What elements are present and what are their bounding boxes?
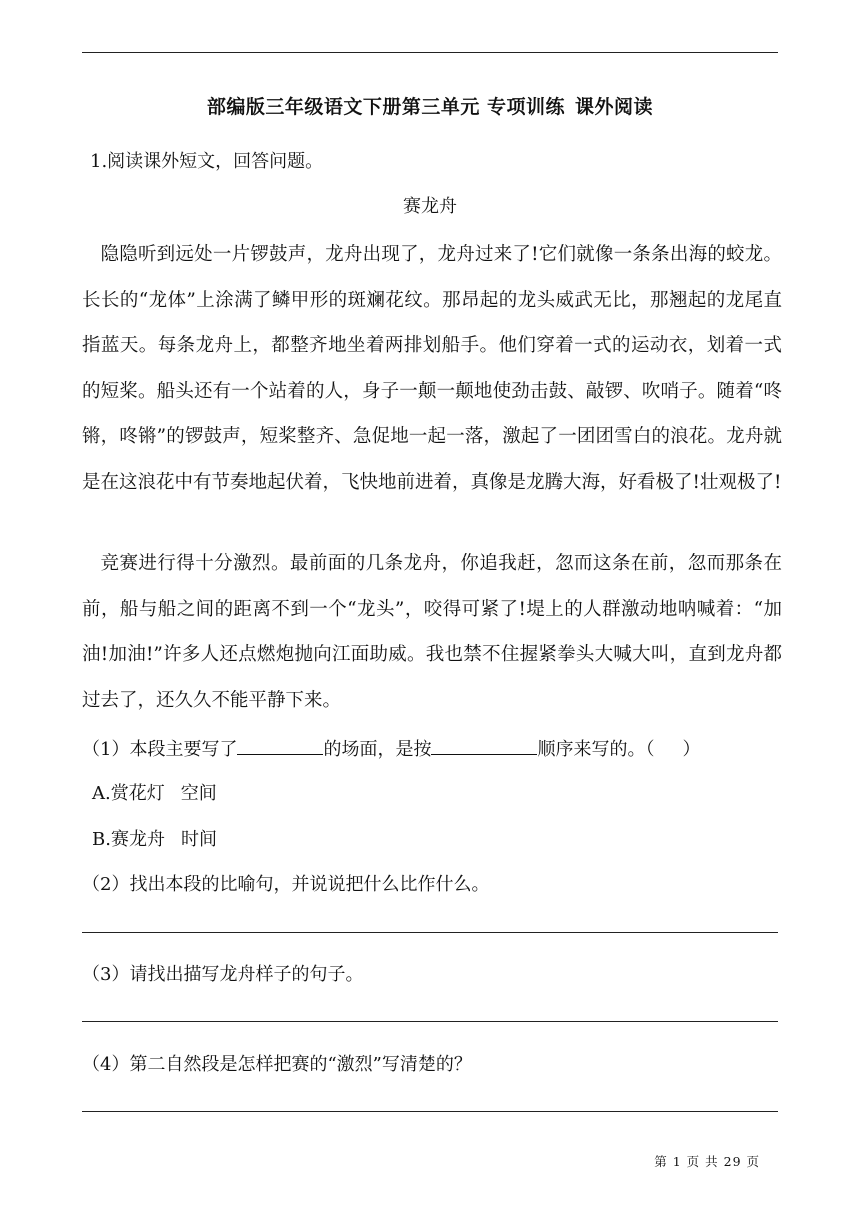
option-b-label: B.赛龙舟 (92, 829, 165, 850)
answer-line-2[interactable] (82, 932, 778, 933)
page-number: 第 1 页 共 29 页 (654, 1154, 760, 1169)
question-intro: 1.阅读课外短文，回答问题。 (90, 151, 324, 172)
fill-blank-2[interactable] (431, 736, 537, 755)
option-b[interactable] (92, 825, 217, 851)
title-sub: 课外阅读 (575, 96, 654, 118)
option-a-value: 空间 (180, 783, 217, 804)
header-rule (82, 52, 778, 53)
question-3: （3）请找出描写龙舟样子的句子。 (82, 964, 364, 985)
option-b-value: 时间 (180, 829, 217, 850)
document-title (0, 92, 860, 119)
question-1 (82, 735, 700, 761)
answer-line-4[interactable] (82, 1111, 778, 1112)
fill-blank-1[interactable] (237, 736, 323, 755)
story-paragraph-1: 隐隐听到远处一片锣鼓声，龙舟出现了，龙舟过来了!它们就像一条条出海的蛟龙。长长的“龙体”上涂满了鳞甲形的斑斓花纹。那昂起的龙头威武无比，那翘起的龙尾直指蓝天。每条龙舟上，都整齐地坐着两排划船手。他们穿着一式的运动衣，划着一式的短桨。船头还有一个站着的人，身子一颠一颠地使劲击鼓、敲锣、吹哨子。随着“咚锵，咚锵”的锣鼓声，短桨整齐、急促地一起一落，激起了一团团雪白的浪花。龙舟就是在这浪花中有节奏地起伏着，飞快地前进着，真像是龙腾大海，好看极了!壮观极了! (82, 244, 782, 493)
question-1-close: ） (682, 739, 701, 760)
question-4: （4）第二自然段是怎样把赛的“激烈”写清楚的？ (82, 1054, 472, 1075)
answer-line-3[interactable] (82, 1021, 778, 1022)
story-title: 赛龙舟 (403, 196, 457, 217)
question-1-prefix: （1）本段主要写了 (82, 739, 238, 760)
option-a[interactable] (92, 779, 217, 805)
title-main: 部编版三年级语文下册第三单元 专项训练 (206, 96, 566, 118)
question-2: （2）找出本段的比喻句，并说说把什么比作什么。 (82, 874, 490, 895)
option-a-label: A.赏花灯 (92, 783, 165, 804)
question-1-middle: 的场面，是按 (323, 739, 432, 760)
story-paragraph-2: 竞赛进行得十分激烈。最前面的几条龙舟，你追我赶，忽而这条在前，忽而那条在前，船与船之间的距离不到一个“龙头”，咬得可紧了!堤上的人群激动地呐喊着：“加油!加油!”许多人还点燃炮抛向江面助威。我也禁不住握紧拳头大喊大叫，直到龙舟都过去了，还久久不能平静下来。 (82, 553, 782, 711)
question-1-suffix: 顺序来写的。（ (537, 739, 655, 760)
